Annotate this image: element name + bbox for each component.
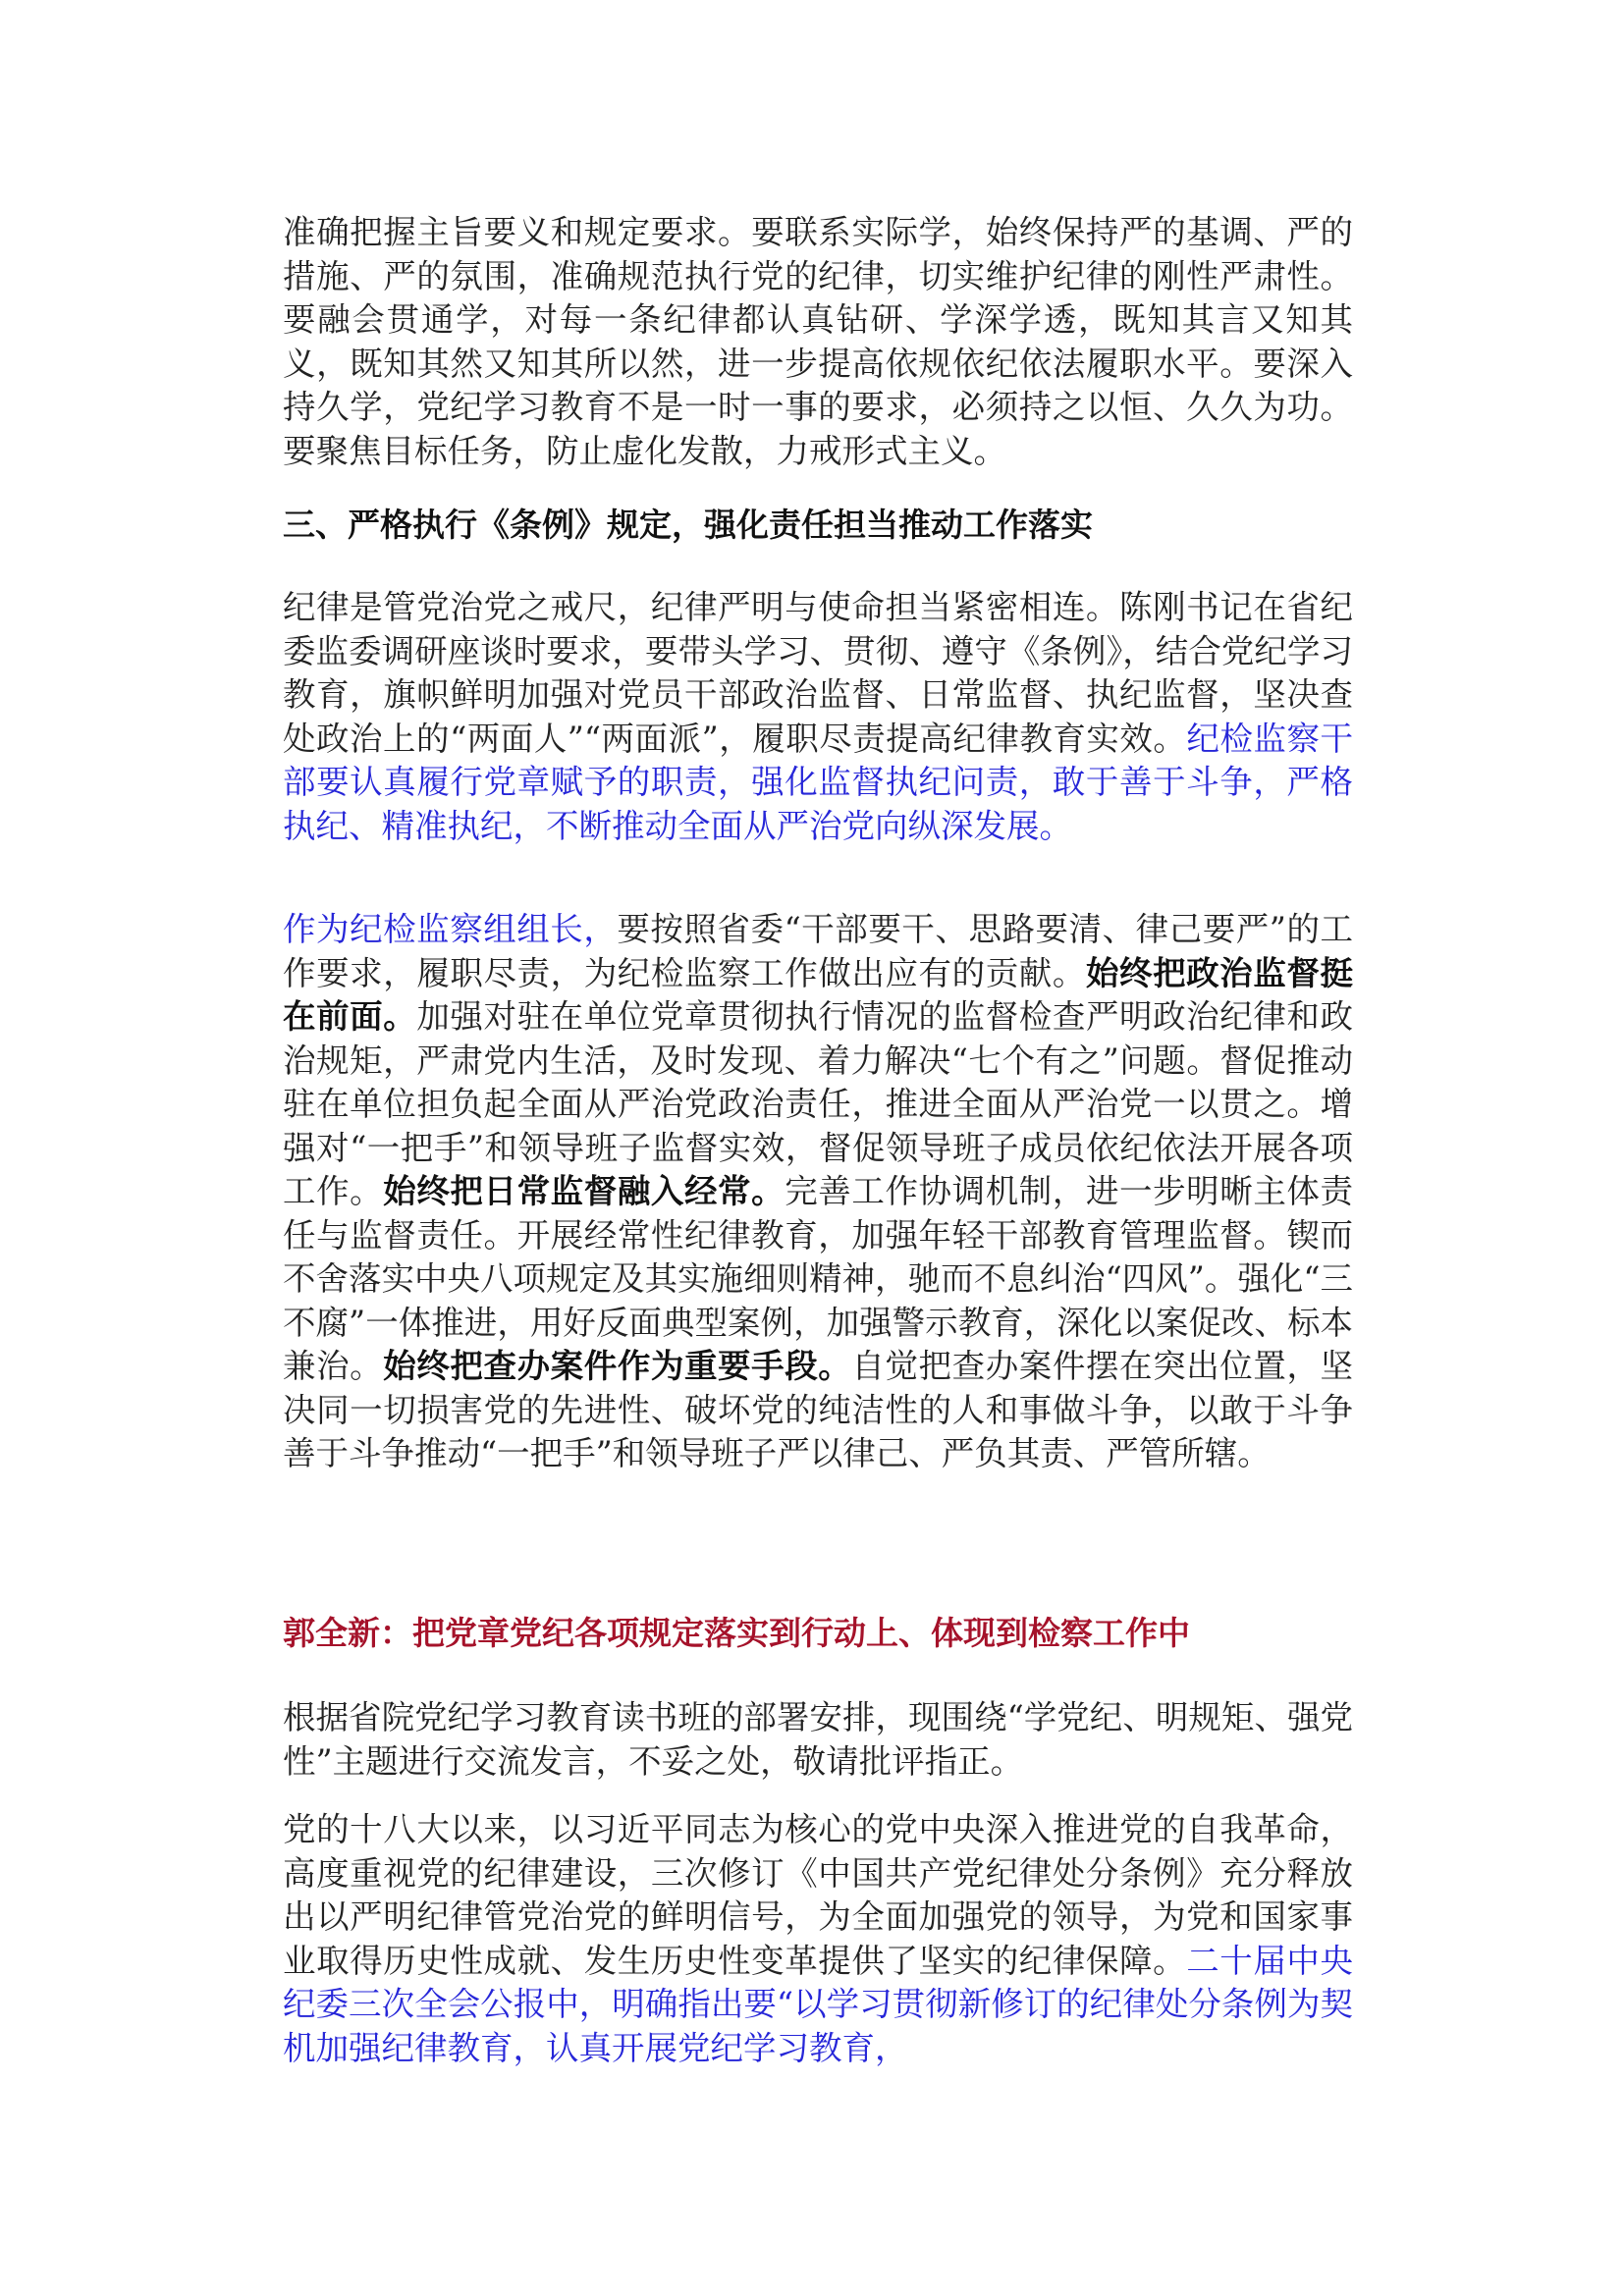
paragraph-text: 党的十八大以来，以习近平同志为核心的党中央深入推进党的自我革命，高度重视党的纪律建设，三次修订《中国共产党纪律处分条例》充分释放出以严明纪律管党治党的鲜明信号，为全面加强党的领导，为党和国家事业取得历史性成就、发生历史性变革提供了坚实的纪律保障。 <box>283 1810 1353 1980</box>
section-heading-3: 三、严格执行《条例》规定，强化责任担当推动工作落实 <box>283 506 1093 544</box>
paragraph-text: 加强对驻在单位党章贯彻执行情况的监督检查严明政治纪律和政治规矩，严肃党内生活，及时发现、着力解决“七个有之”问题。督促推动驻在单位担负起全面从严治党政治责任，推进全面从严治党一以贯之。增强对“一把手”和领导班子监督实效，督促领导班子成员依纪依法开展各项工作。 <box>283 997 1354 1210</box>
speech-title-guo: 郭全新：把党章党纪各项规定落实到行动上、体现到检察工作中 <box>283 1614 1190 1652</box>
paragraph-text: 要按照省委“干部要干、思路要清、律己要严”的工作要求，履职尽责，为纪检监察工作做出应有的贡献。 <box>283 910 1353 992</box>
paragraph-party-discipline <box>283 1808 1353 2070</box>
paragraph-text: 完善工作协调机制，进一步明晰主体责任与监督责任。开展经常性纪律教育，加强年轻干部教育管理监督。锲而不舍落实中央八项规定及其实施细则精神，驰而不息纠治“四风”。强化“三不腐”一体推进，用好反面典型案例，加强警示教育，深化以案促改、标本兼治。 <box>283 1172 1354 1385</box>
bold-emphasis: 始终把查办案件作为重要手段。 <box>383 1347 852 1385</box>
highlight-text: 二十届中央纪委三次全会公报中，明确指出要“以学习贯彻新修订的纪律处分条例为契机加强纪律教育，认真开展党纪学习教育， <box>283 1941 1354 2067</box>
bold-emphasis: 始终把政治监督挺在前面。 <box>283 953 1354 1036</box>
paragraph-text: 自觉把查办案件摆在突出位置，坚决同一切损害党的先进性、破坏党的纯洁性的人和事做斗争，以敢于斗争善于斗争推动“一把手”和领导班子严以律己、严负其责、严管所辖。 <box>283 1347 1354 1472</box>
paragraph-team-leader <box>283 908 1353 1476</box>
highlight-text: 作为纪检监察组组长， <box>283 910 618 948</box>
bold-emphasis: 始终把日常监督融入经常。 <box>383 1172 785 1210</box>
paragraph-text: 准确把握主旨要义和规定要求。要联系实际学，始终保持严的基调、严的措施、严的氛围，准确规范执行党的纪律，切实维护纪律的刚性严肃性。要融会贯通学，对每一条纪律都认真钻研、学深学透，既知其言又知其义，既知其然又知其所以然，进一步提高依规依纪依法履职水平。要深入持久学，党纪学习教育不是一时一事的要求，必须持之以恒、久久为功。要聚焦目标任务，防止虚化发散，力戒形式主义。 <box>283 213 1353 470</box>
paragraph-text: 根据省院党纪学习教育读书班的部署安排，现围绕“学党纪、明规矩、强党性”主题进行交流发言，不妥之处，敬请批评指正。 <box>283 1698 1353 1781</box>
paragraph-discipline <box>283 586 1353 848</box>
highlight-text: 纪检监察干部要认真履行党章赋予的职责，强化监督执纪问责，敢于善于斗争，严格执纪、精准执纪，不断推动全面从严治党向纵深发展。 <box>283 719 1353 845</box>
paragraph-intro-guo <box>283 1696 1353 1784</box>
paragraph-text: 纪律是管党治党之戒尺，纪律严明与使命担当紧密相连。陈刚书记在省纪委监委调研座谈时要求，要带头学习、贯彻、遵守《条例》，结合党纪学习教育，旗帜鲜明加强对党员干部政治监督、日常监督、执纪监督，坚决查处政治上的“两面人”“两面派”，履职尽责提高纪律教育实效。 <box>283 588 1353 758</box>
paragraph-study-requirements <box>283 211 1353 473</box>
